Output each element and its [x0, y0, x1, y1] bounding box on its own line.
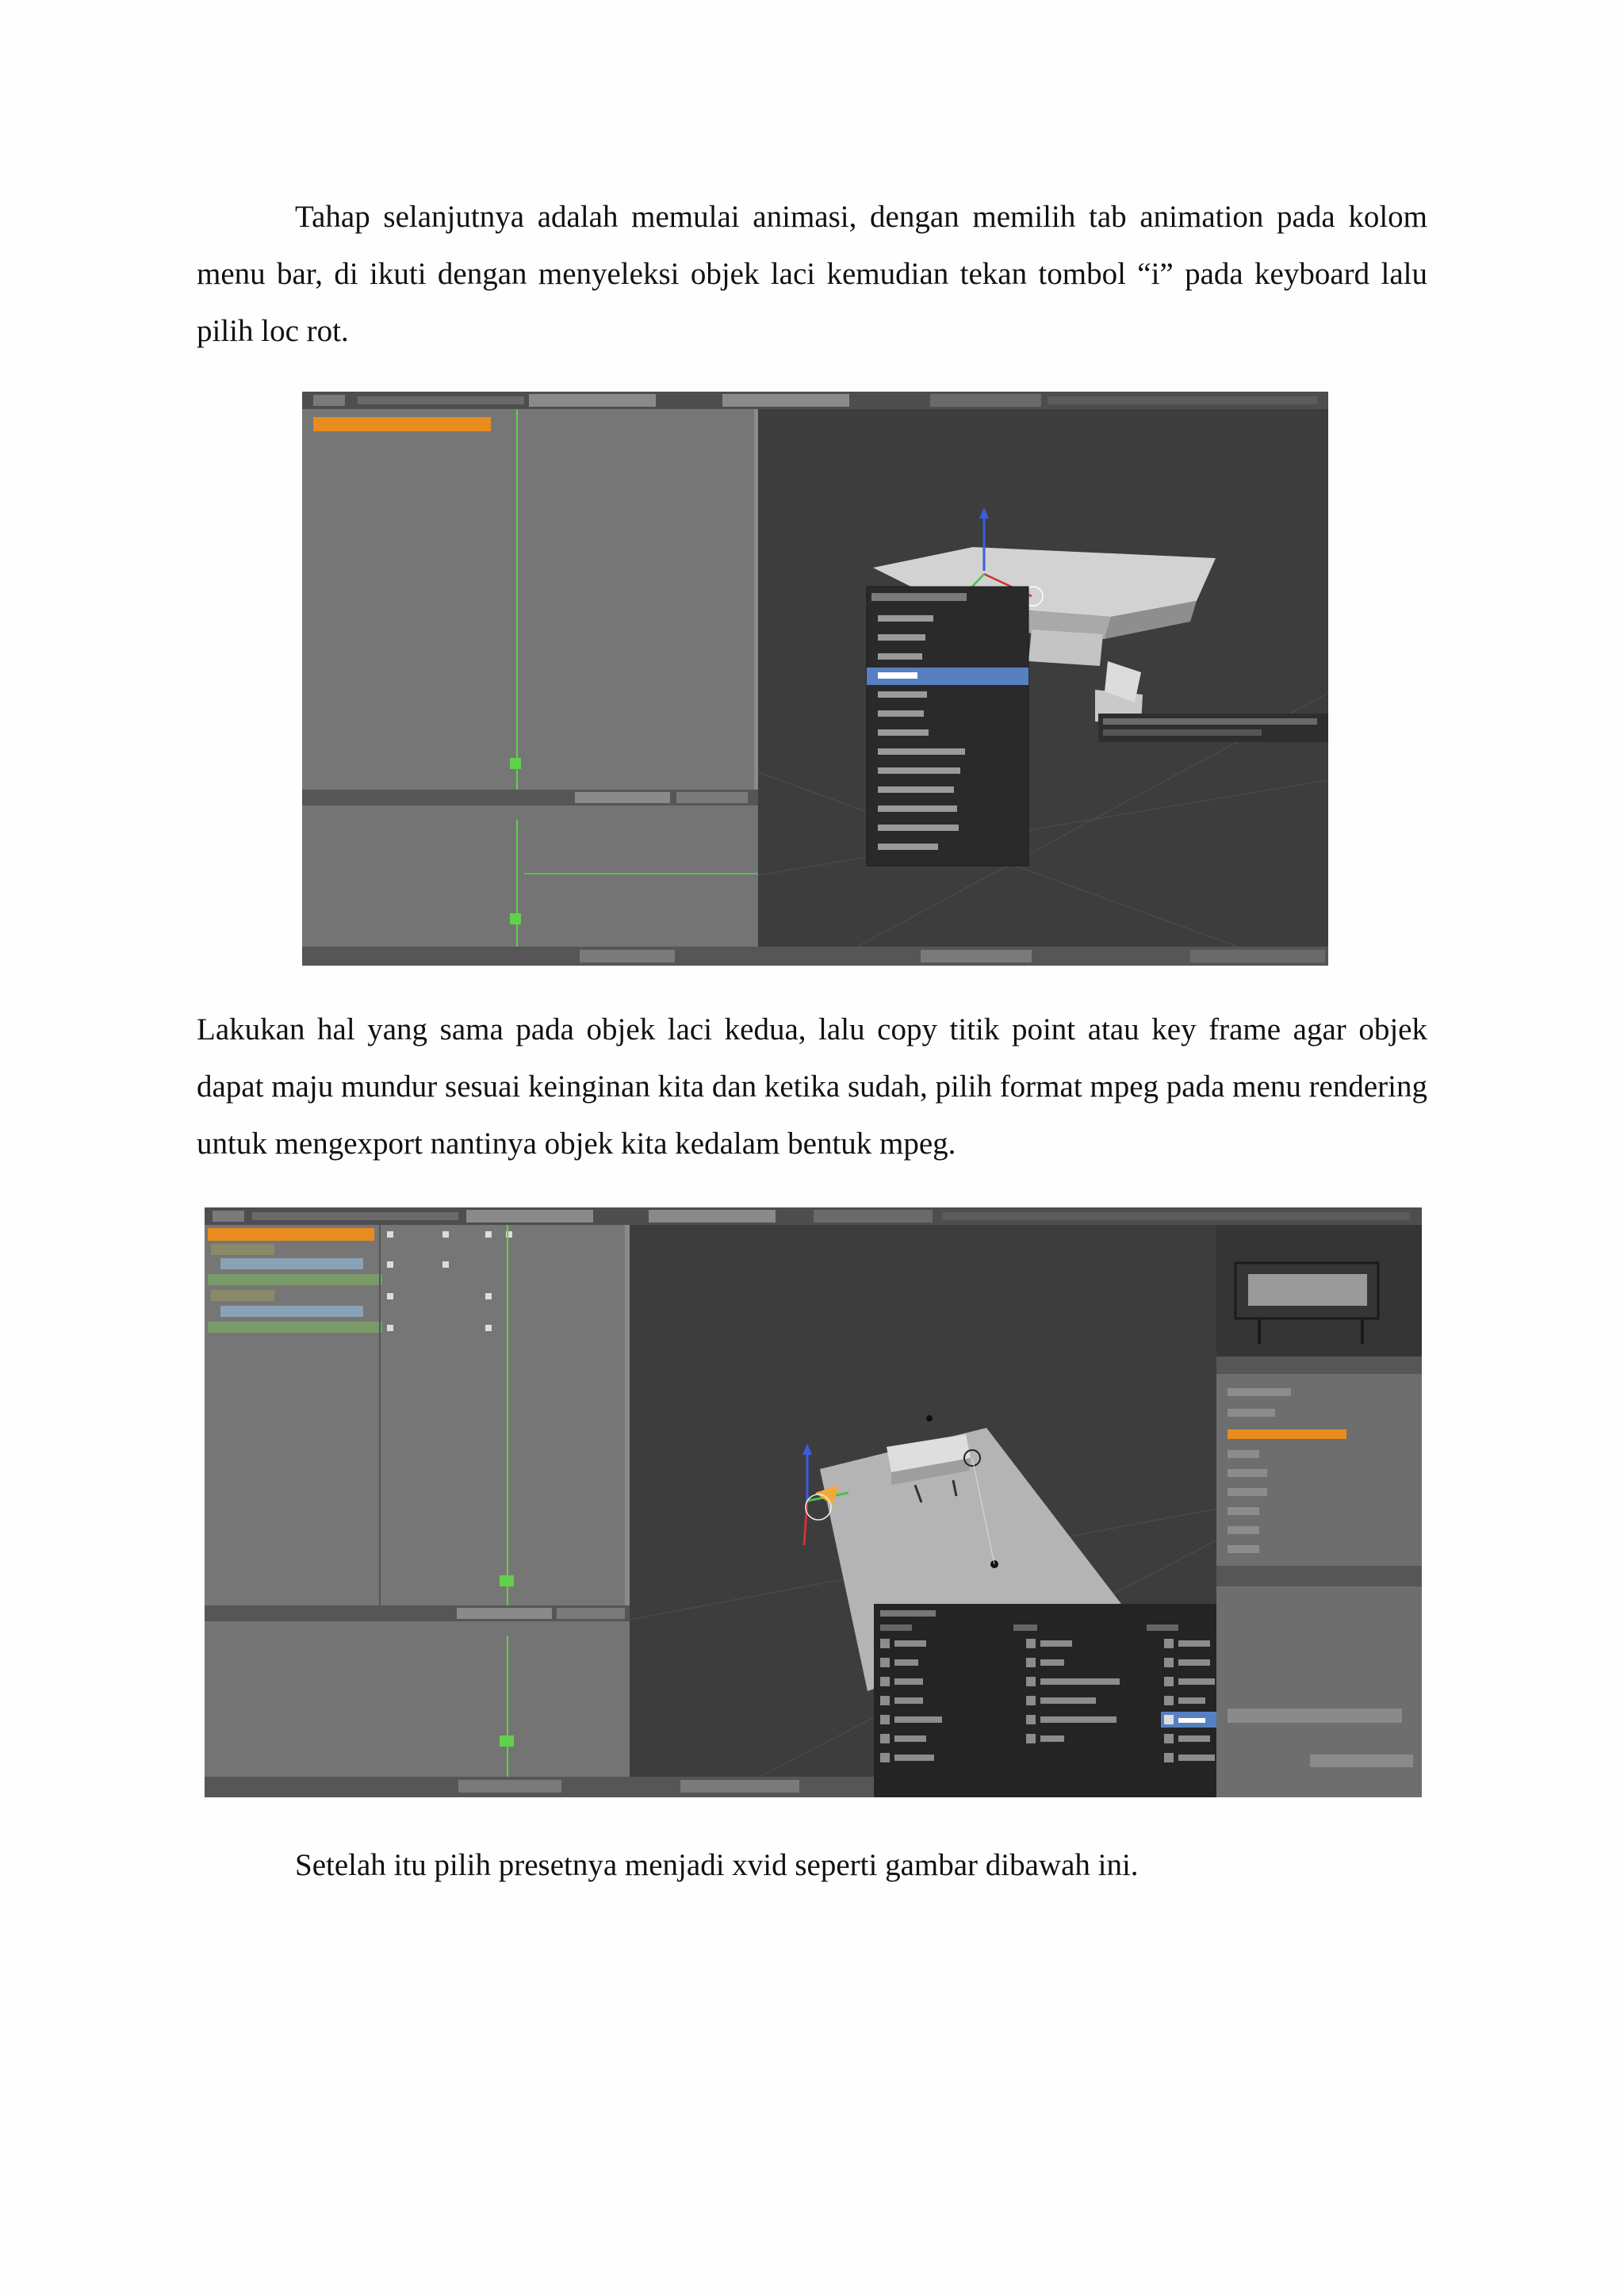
- paragraph-xvid-preset: Setelah itu pilih presetnya menjadi xvid seperti gambar dibawah ini.: [295, 1848, 1139, 1882]
- paragraph-intro-animation: Tahap selanjutnya adalah memulai animasi, dengan memilih tab animation pada kolom menu bar, di ikuti dengan menyeleksi objek laci kemudian tekan tombol “i” pada keyboard lalu pilih loc rot.: [197, 200, 1427, 348]
- figure-insert-keyframe-screenshot: [302, 392, 1328, 966]
- paragraph-second-drawer: Lakukan hal yang sama pada objek laci kedua, lalu copy titik point atau key frame agar objek dapat maju mundur sesuai keinginan kita dan ketika sudah, pilih format mpeg pada menu rendering untuk mengexport nantinya objek kita kedalam bentuk mpeg.: [197, 1012, 1427, 1161]
- figure-render-format-screenshot: [205, 1207, 1422, 1797]
